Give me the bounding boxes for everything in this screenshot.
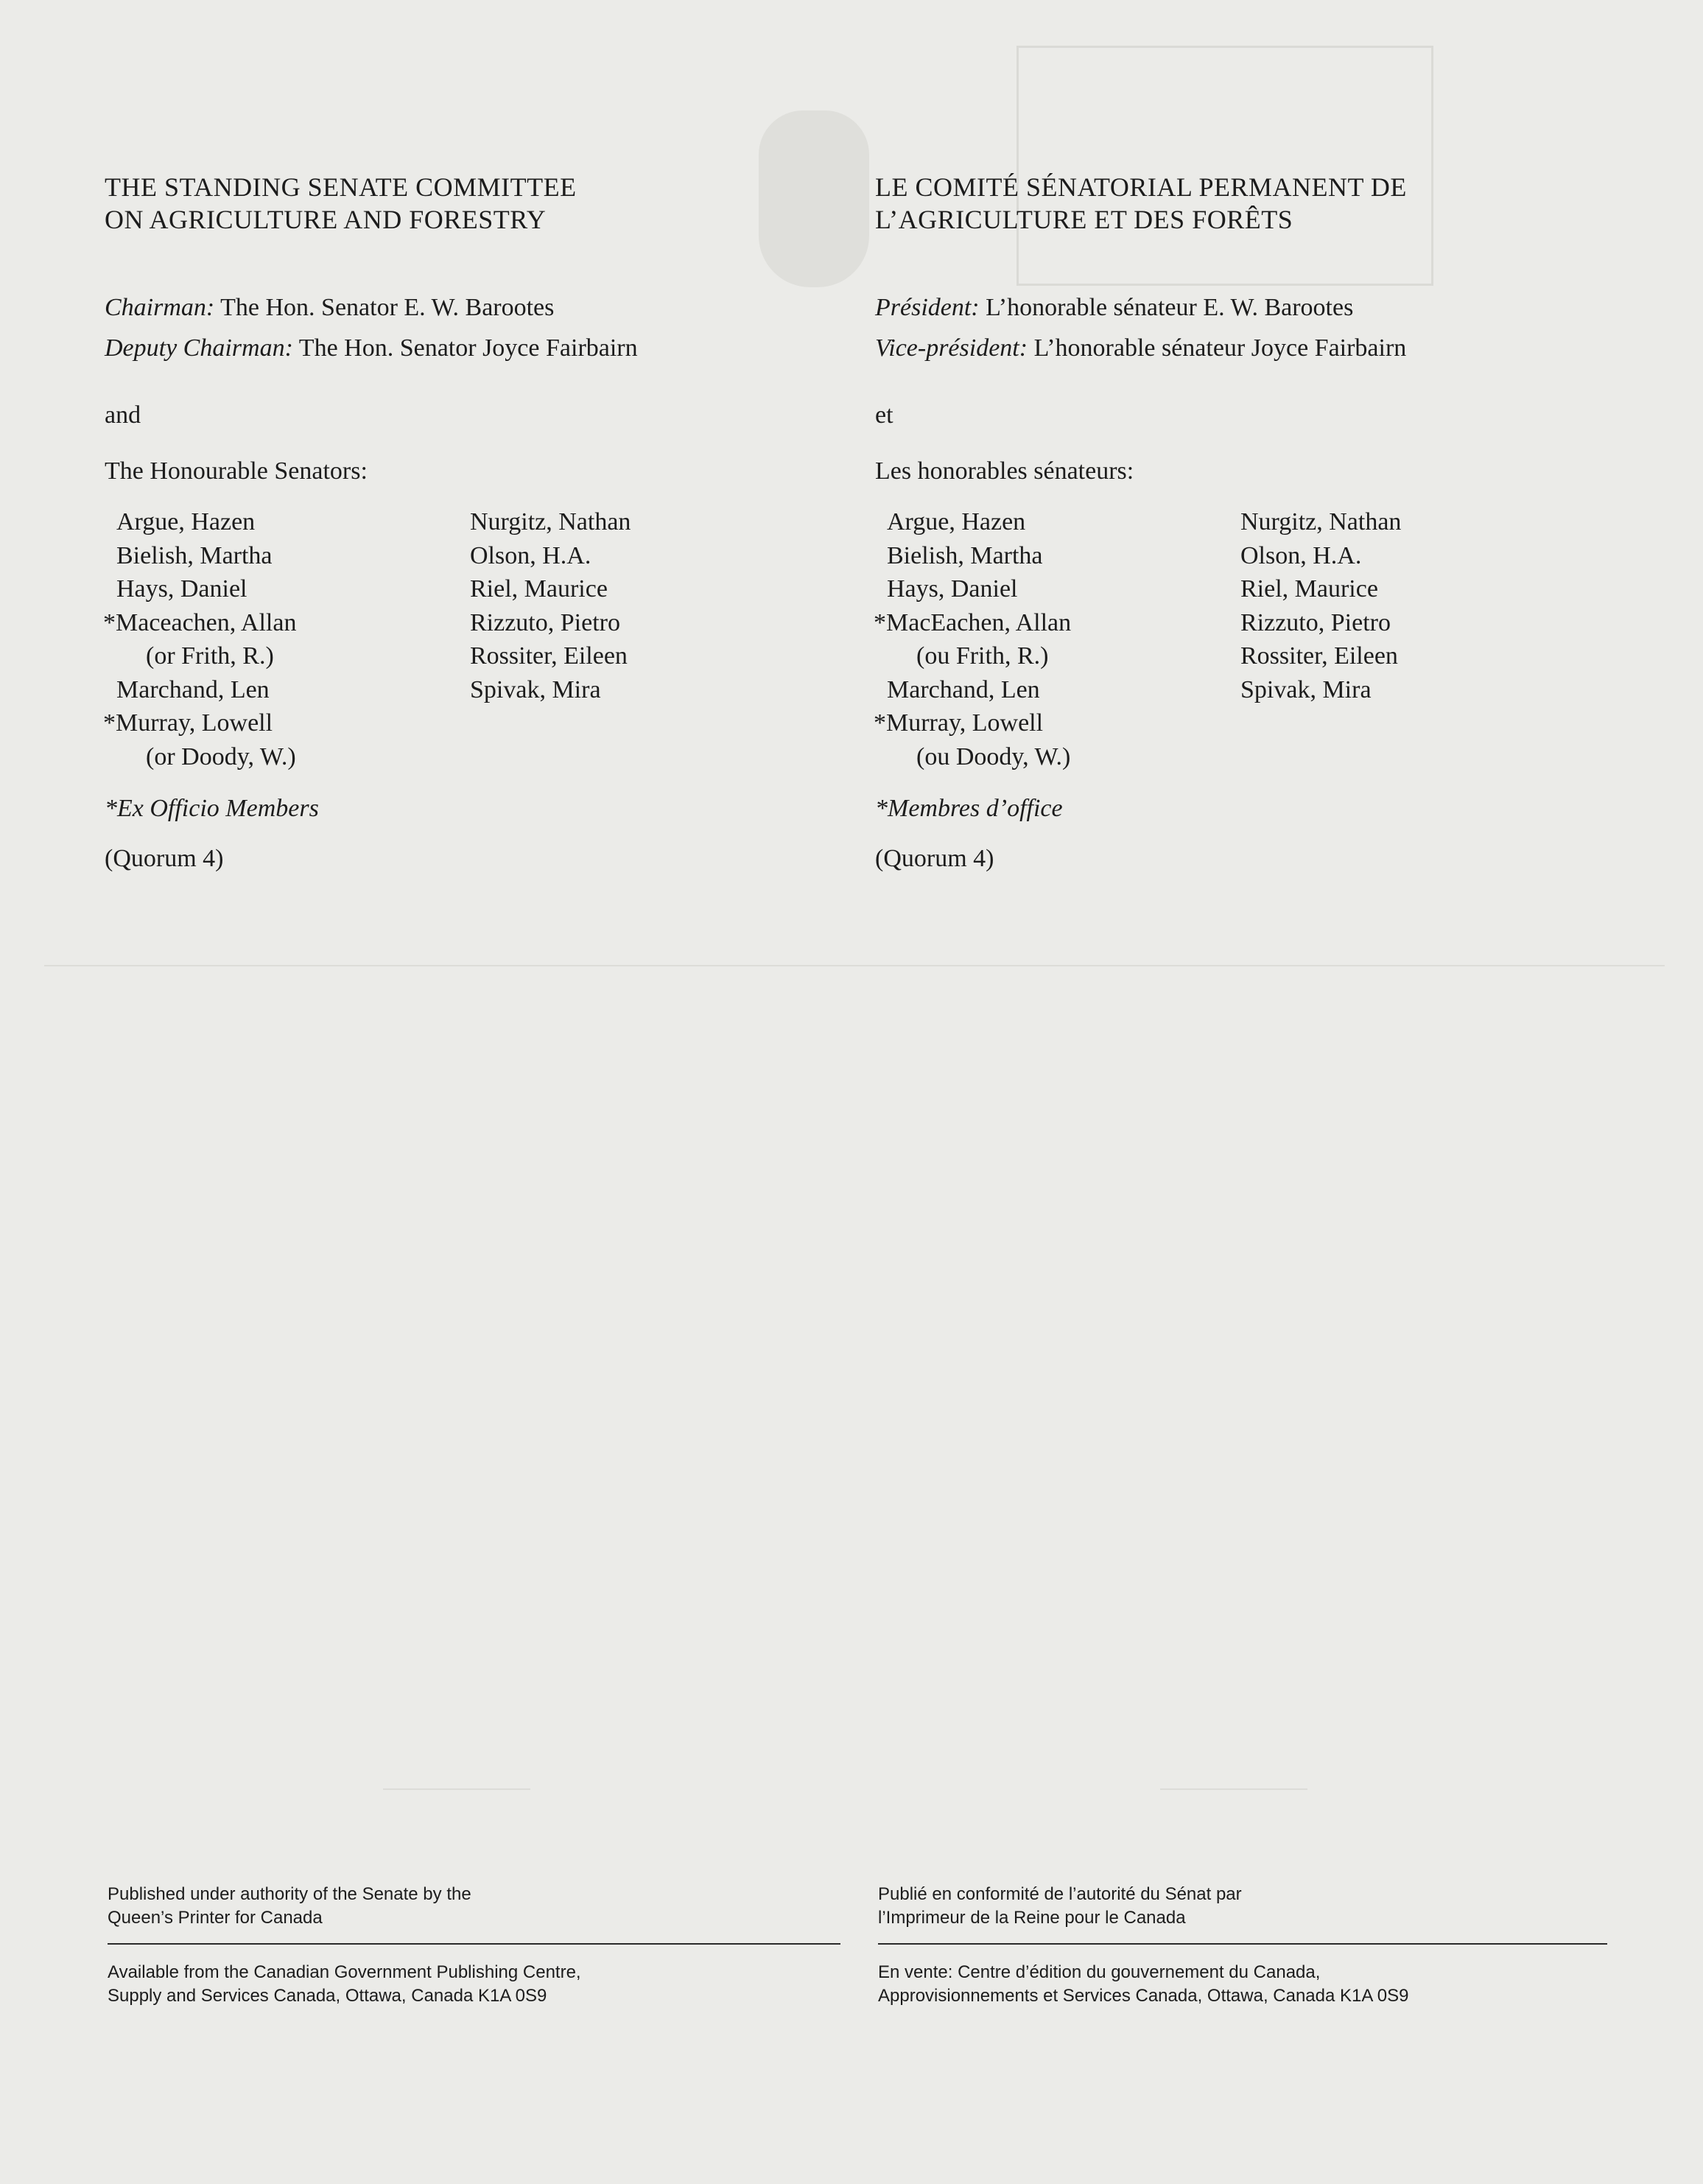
member-name: Rossiter, Eileen (1240, 642, 1398, 670)
member-alternate: (or Doody, W.) (146, 742, 296, 770)
deputy-chairman-label: Deputy Chairman: (105, 334, 293, 362)
senators-intro: Les honorables sénateurs: (875, 457, 1134, 485)
member-name: Rossiter, Eileen (470, 642, 628, 670)
member-alternate: (or Frith, R.) (146, 642, 274, 670)
member-name: Marchand, Len (116, 675, 270, 703)
member-column-1 (103, 505, 297, 773)
ex-officio-note: *Ex Officio Members (105, 795, 319, 822)
member-name: *Murray, Lowell (103, 709, 273, 737)
chairman-name: The Hon. Senator E. W. Barootes (214, 294, 555, 321)
member-name: Argue, Hazen (116, 508, 256, 536)
member-name: *Maceachen, Allan (103, 608, 297, 636)
officers-fr (875, 287, 1612, 368)
french-column (875, 171, 1612, 874)
member-name: *Murray, Lowell (874, 709, 1044, 737)
president-label: Président: (875, 294, 980, 321)
senators-intro: The Honourable Senators: (105, 457, 368, 485)
member-name: Hays, Daniel (116, 575, 247, 603)
ex-officio-note: *Membres d’office (875, 795, 1063, 822)
vice-president-label: Vice-président: (875, 334, 1028, 362)
bleed-through-rule (383, 1788, 530, 1790)
bleed-through-rule (1160, 1788, 1307, 1790)
chairman-line (105, 287, 841, 328)
member-name: Riel, Maurice (470, 575, 608, 603)
committee-title-line2: ON AGRICULTURE AND FORESTRY (105, 205, 547, 234)
member-name: *MacEachen, Allan (874, 608, 1072, 636)
published-by-line2: Queen’s Printer for Canada (108, 1908, 323, 1928)
member-name: Olson, H.A. (470, 541, 591, 569)
member-name: Nurgitz, Nathan (470, 508, 631, 536)
footer-divider (108, 1943, 840, 1945)
member-name: Bielish, Martha (116, 541, 273, 569)
member-name: Riel, Maurice (1240, 575, 1378, 603)
available-from-line1: En vente: Centre d’édition du gouvernement du Canada, (878, 1962, 1321, 1982)
member-name: Spivak, Mira (470, 675, 601, 703)
president-line (875, 287, 1612, 328)
deputy-chairman-name: The Hon. Senator Joyce Fairbairn (292, 334, 638, 362)
committee-title-line2: L’AGRICULTURE ET DES FORÊTS (875, 205, 1293, 234)
member-name: Marchand, Len (887, 675, 1040, 703)
member-name: Rizzuto, Pietro (470, 608, 620, 636)
member-list-fr (875, 505, 1612, 770)
published-by-line1: Published under authority of the Senate by the (108, 1884, 471, 1904)
member-name: Hays, Daniel (887, 575, 1018, 603)
officers-en (105, 287, 841, 368)
president-name: L’honorable sénateur E. W. Barootes (979, 294, 1354, 321)
member-column-2 (470, 505, 631, 706)
member-name: Rizzuto, Pietro (1240, 608, 1391, 636)
member-name: Bielish, Martha (887, 541, 1043, 569)
committee-title-en (105, 171, 841, 236)
footer-en (108, 1883, 840, 2008)
member-name: Nurgitz, Nathan (1240, 508, 1402, 536)
member-alternate: (ou Frith, R.) (916, 642, 1049, 670)
footer-fr (878, 1883, 1607, 2008)
vice-president-line (875, 328, 1612, 368)
available-from-line2: Supply and Services Canada, Ottawa, Canada K1A 0S9 (108, 1986, 547, 2006)
deputy-chairman-line (105, 328, 841, 368)
committee-title-fr (875, 171, 1612, 236)
published-by-line2: l’Imprimeur de la Reine pour le Canada (878, 1908, 1186, 1928)
available-from-line2: Approvisionnements et Services Canada, Ottawa, Canada K1A 0S9 (878, 1986, 1409, 2006)
conjunction: and (105, 401, 141, 429)
conjunction: et (875, 401, 893, 429)
published-by-line1: Publié en conformité de l’autorité du Sénat par (878, 1884, 1242, 1904)
committee-title-line1: LE COMITÉ SÉNATORIAL PERMANENT DE (875, 172, 1407, 202)
member-alternate: (ou Doody, W.) (916, 742, 1071, 770)
bleed-through-rule (44, 965, 1665, 966)
member-column-2 (1240, 505, 1401, 706)
chairman-label: Chairman: (105, 294, 215, 321)
member-name: Olson, H.A. (1240, 541, 1362, 569)
member-column-1 (874, 505, 1072, 773)
available-from-line1: Available from the Canadian Government Publishing Centre, (108, 1962, 581, 1982)
committee-title-line1: THE STANDING SENATE COMMITTEE (105, 172, 577, 202)
english-column (105, 171, 841, 874)
vice-president-name: L’honorable sénateur Joyce Fairbairn (1028, 334, 1407, 362)
quorum-note: (Quorum 4) (875, 845, 994, 872)
footer-divider (878, 1943, 1607, 1945)
member-list-en (105, 505, 841, 770)
quorum-note: (Quorum 4) (105, 845, 224, 872)
member-name: Argue, Hazen (887, 508, 1026, 536)
member-name: Spivak, Mira (1240, 675, 1372, 703)
